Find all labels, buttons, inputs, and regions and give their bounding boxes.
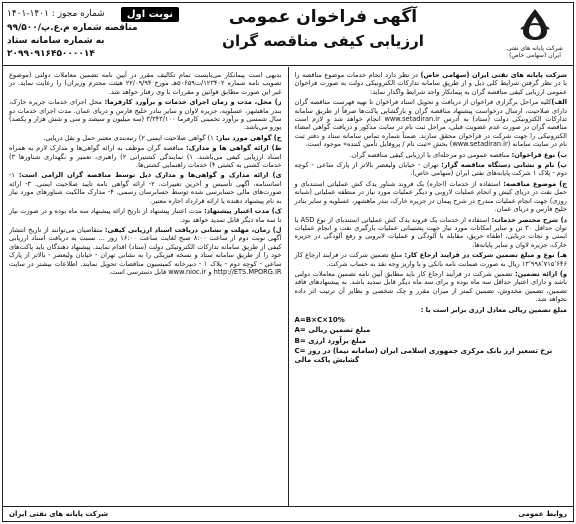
paragraph-text: محل اجرای خدمات جزیره خارک، بندر ماهشهر، عسلویه، جزیره لاوان و سایر بنادر خلیج فارس و دریای عمان. مدت اجرای خدمات دو سال شمسی و برآورد تخمینی کارفرما ۳/۳۴۳/۱۰۰ (سه میلیون و سیصد و سی و شش هزار و یکصد) یورو می‌باشد. — [9, 98, 282, 132]
formula-c: C= نرخ تسعیر ارز بانک مرکزی جمهوری اسلامی ایران (سامانه نیما) در روز گشایش پاکت مالی — [294, 347, 553, 364]
paragraph-heading: ل) زمان، مهلت و نشانی دریافت اسناد ارزیابی کیفی: — [104, 225, 282, 234]
title-block — [183, 5, 463, 53]
ad-body — [3, 67, 573, 507]
paragraph-heading: هـ) نوع و مبلغ تضمین شرکت در فرایند ارجاع کار: — [404, 251, 568, 260]
paragraph — [9, 207, 282, 224]
paragraph — [295, 151, 568, 159]
tender-meta — [7, 7, 179, 61]
formula-a: A= مبلغ تضمین ریالی — [294, 326, 371, 335]
paragraph — [9, 144, 282, 169]
paragraph-text: استفاده از خدمات (اجاره) یک فروند شناور یدک کش عملیاتی استندبای و حمل نفت در دریای کیش و انجام عملیات لاروبی و دیگر عملیات مورد نیاز در منطقه عملیاتی (شبانه روزی) جهت انجام عملیات مندرج در شرح پیمان در جزیره خارک، بندر ماهشهر، عسلویه و سایر بنادر خلیج فارس و دریای عمان. — [294, 179, 567, 214]
left-column — [3, 67, 289, 507]
paragraph-text: کلیه مراحل برگزاری فراخوان از دریافت و تحویل اسناد فراخوان تا تهیه فهرست مناقصه گران دارای صلاحیت، ارسال درخواست پیشنهاد مناقصه گران و بارگشایی پاکت‌ها صرفاً از طریق سامانه تدارکات الکترونیکی دولت (ستاد) به آدرس www.setadiran.ir انجام خواهد شد و لازم است مناقصه گران در صورت عدم عضویت قبلی، مراحل ثبت نام در سایت مذکور و دریافت گواهی امضاء الکترونیکی را جهت شرکت در فراخوان محقق سازند. ضمناً شماره تماس سامانه ستاد و دفتر ثبت نام در سایت سامانه (www.setadiran.ir) بخش «ثبت نام / پروفایل تأمین کننده» موجود است. — [294, 98, 567, 149]
paragraph-heading: د) شرح مختصر خدمات: — [491, 215, 567, 224]
paragraph-heading: و) ارائه تضمین: — [515, 269, 567, 278]
formula-b: B= مبلغ برآورد ارزی — [294, 336, 367, 345]
paragraph — [295, 161, 568, 178]
paragraph-text: استفاده از خدمات یک فروند یدک کش عملیاتی استندبای از نوع ASD با توان حداقل ۳۰ تن و سایر امکانات مورد نیاز جهت پشتیبانی عملیات بارگیری نفت و انجام عملیات ایمنی و نجات دریایی، اطفاء حریق، مقابله با آلودگی و عملیات لایروبی و رفع آلودگی در جزیره خارک، جزیره لاوان و سایر پایانه‌ها. — [294, 215, 567, 249]
formula: A=B×C×10% — [294, 315, 345, 324]
paragraph-text: ۱- اساسنامه، آگهی تأسیس و آخرین تغییرات. ۲- ارائه گواهی نامه تایید صلاحیت ایمنی. ۳- ارائه صورت‌های مالی حسابرسی شده توسط حسابرسان رسمی. ۴- مدارک مالکیت شناورهای مورد نیاز به نام پیشنهاد دهنده یا ارائه قرارداد اجاره معتبر. — [9, 171, 282, 205]
paragraph — [9, 134, 282, 142]
paragraph-heading: ک) مدت اعتبار پیشنهاد: — [204, 207, 282, 216]
paragraph — [295, 216, 568, 250]
paragraph-heading: الف) — [551, 98, 567, 107]
ad-footer — [3, 506, 573, 521]
paragraph — [9, 226, 282, 276]
paragraph-heading: شرکت پایانه های نفتی ایران (سهامی خاص) — [420, 71, 567, 79]
permit-number: شماره مجوز : ۱۴۰۱-۱۴۰۱ — [7, 9, 105, 19]
paragraph-text: مناقصه عمومی دو مرحله‌ای با ارزیابی کیفی مناقصه گران. — [349, 150, 512, 159]
paragraph — [9, 171, 282, 205]
paragraph-heading: پ) نام و نشانی دستگاه مناقصه گزار: — [441, 161, 568, 170]
paragraph-text: تضمین شرکت در فرآیند ارجاع کار باید مطابق آیین نامه تضمین معاملات دولتی باشد و دارای اعتبار حداقل سه ماه بوده و برای سه ماه دیگر قابل تمدید باشد. به پیشنهادهای فاقد تضمین، تضمین مخدوش، تضمین کمتر از میزان مقرر و چک شخصی و نظایر آن ترتیب اثر داده نخواهد شد. — [294, 269, 567, 304]
paragraph — [9, 71, 282, 96]
ad-subtitle: ارزیابی کیفی مناقصه گران — [222, 32, 424, 50]
paragraph-text: مدت اعتبار پیشنهاد از تاریخ ارائه پیشنهاد سه ماه بوده و در صورت نیاز تا سه ماه دیگر قابل تمدید خواهد بود. — [9, 207, 282, 224]
advertisement-page — [2, 2, 574, 522]
paragraph-heading: ز) محل، مدت و زمان اجرای خدمات و برآورد کارفرما: — [104, 98, 282, 107]
footer-company-name: شرکت پایانه های نفتی ایران — [9, 510, 109, 518]
paragraph — [295, 251, 568, 268]
paragraph-text: تهران - خیابان ولیعصر بالاتر از پارک ساعی - کوچه دوم - پلاک ۱ شرکت پایانه‌های نفتی ایران (سهامی خاص). — [294, 161, 567, 178]
paragraph — [295, 71, 568, 96]
oil-terminal-logo-icon — [515, 7, 555, 41]
paragraph-heading: ج) موضوع مناقصه: — [503, 179, 567, 188]
paragraph-heading: ط) ارائه گواهی ها و مدارک: — [186, 144, 282, 153]
formula-title: مبلغ تضمین ریالی معادل ارزی برابر است با : — [420, 305, 567, 314]
round-badge: نوبت اول — [121, 7, 179, 22]
paragraph — [295, 270, 568, 304]
company-logo — [503, 7, 567, 61]
paragraph-heading: ب) نوع فراخوان: — [511, 150, 567, 159]
paragraph-text: ۱) گواهی صلاحیت ایمنی ۲) رتبه‌بندی معتبر حمل و نقل دریایی. — [43, 133, 216, 142]
paragraph-heading: ح) گواهی مورد نیاز: — [215, 133, 282, 142]
paragraph-text: مناقصه گران موظف به ارائه گواهی‌ها و مدارک لازم به همراه اسناد ارزیابی کیفی می‌باشند. ۱) نمایندگی کشتیرانی ۲) راهبری، تعمیر و نگهداری شناورها ۳) خدمات کشتی به کشتی ۴) خدمات راهنمایی کشتی‌ها. — [9, 144, 282, 170]
paragraph-heading: ی) ارائه مدارک و گواهی‌ها و مدارک ذیل توسط مناقصه گران الزامی است: — [18, 171, 282, 180]
ad-title: آگهی فراخوان عمومی — [228, 7, 418, 27]
meta-top-row — [7, 7, 179, 22]
right-column — [289, 67, 574, 507]
setad-registration-number: به شماره سامانه ستاد ۲۰۹۹۰۹۱۶۴۵۰۰۰۰۱۴ — [7, 36, 105, 59]
paragraph-text: متقاضیان می‌توانند از تاریخ انتشار آگهی نوبت دوم از ساعت ۸:۰۰ صبح لغایت ساعت ۱۶:۰۰ روز ... نسبت به دریافت اسناد ارزیابی کیفی از طریق سامانه تدارکات الکترونیکی دولت (ستاد) اقدام نمایند. پیشنهاد دهندگان باید پاکت‌های خود را از طریق سامانه ستاد و نسخه فیزیکی را به نشانی تهران - خیابان ولیعصر - بالاتر از پارک ساعی - کوچه دوم - پلاک ۱ - دبیرخانه کمیسیون مناقصات تحویل نمایند. اطلاعات بیشتر در سایت http://ETS.MPORG.IR و www.nioc.ir قابل دسترسی است. — [9, 225, 282, 276]
paragraph — [295, 180, 568, 214]
company-logo-text: شرکت پایانه های نفتی ایران (سهامی خاص) — [507, 45, 563, 59]
paragraph — [9, 98, 282, 132]
public-relations-signature: روابط عمومی — [518, 510, 567, 518]
paragraph — [295, 98, 568, 148]
paragraph-text: بدیهی است پیمانکار می‌بایست تمام تکالیف مقرر در آیین نامه تضمین معاملات دولتی (موضوع تصویب نامه شماره ۱۲۳۴۰۲/ت۵۰۶۵۹هـ مورخ ۲۲/۰۹/۹۴ هیئت محترم وزیران) را رعایت نماید. در غیر این صورت مطابق قوانین و مقررات با وی رفتار خواهد شد. — [9, 71, 282, 96]
paragraph-text: در نظر دارد انجام خدمات موضوع مناقصه را با در نظر گرفتن شرایط کلی ذیل و از طریق سامانه تدارکات الکترونیکی دولت به صورت فراخوان عمومی ارزیابی کیفی مناقصه گران به پیمانکار واجد شرایط واگذار نماید: — [294, 71, 567, 96]
ad-header — [3, 3, 573, 66]
tender-number: مناقصه شماره م.ع.پ/۹۹/۵۰۰ — [7, 23, 138, 33]
paragraph-text: مبلغ تضمین شرکت در فرایند ارجاع کار ۱۳٬۹۹۸٬۷۱۵٬۶۴۶ ریال به صورت ضمانت نامه بانکی و یا واریز وجه نقد به حساب شرکت. — [294, 251, 567, 268]
